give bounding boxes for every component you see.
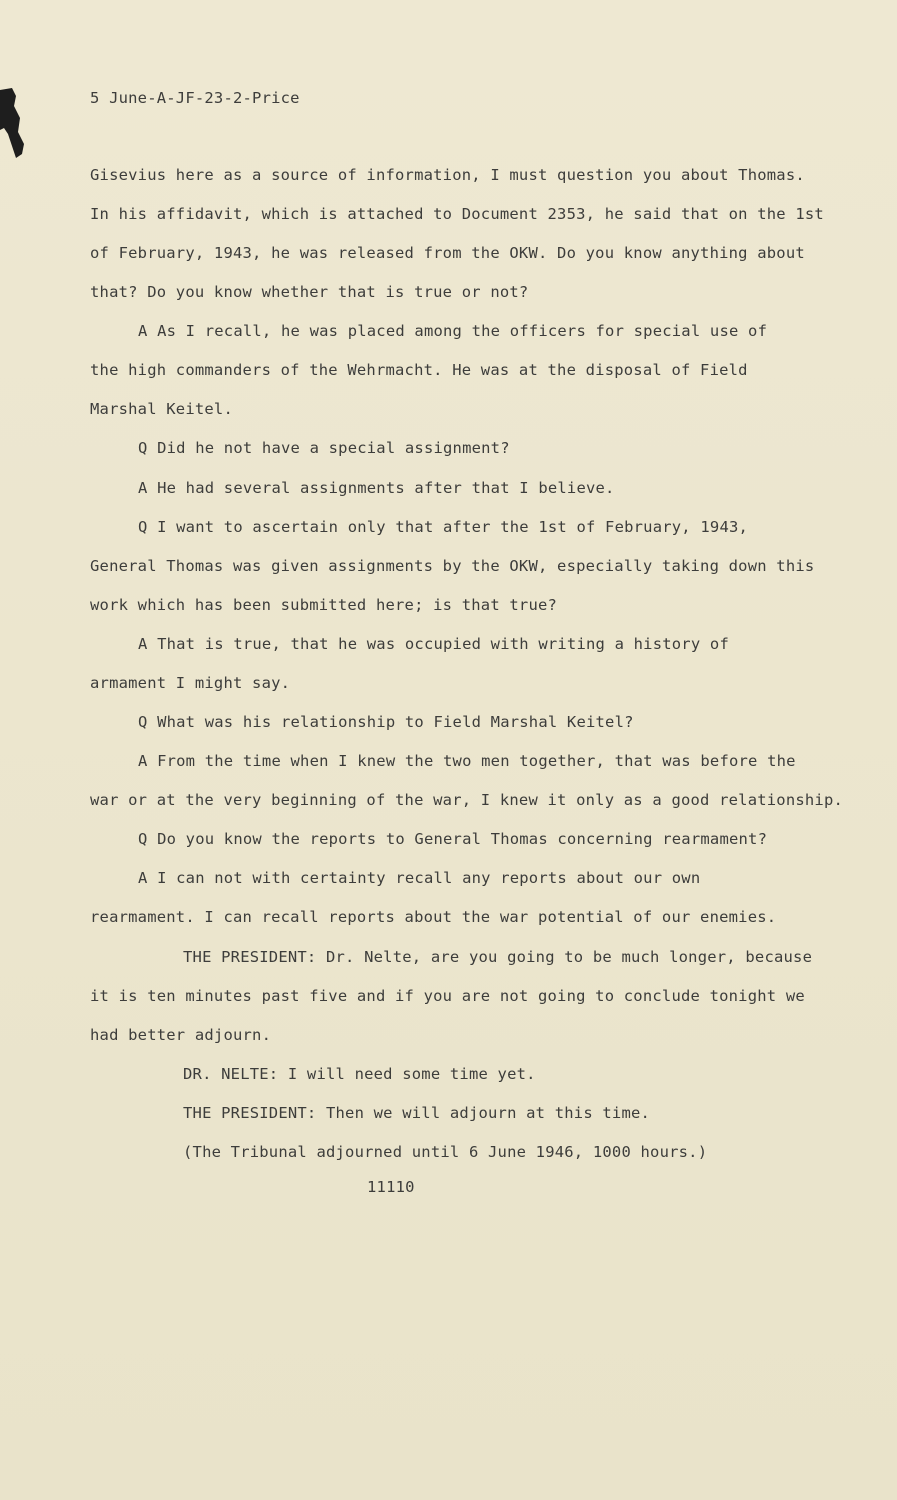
text-line: rearmament. I can recall reports about the war potential of our enemies.: [90, 908, 777, 926]
answer-line: A I can not with certainty recall any reports about our own: [138, 869, 701, 887]
text-line: work which has been submitted here; is that true?: [90, 596, 558, 614]
text-line: armament I might say.: [90, 674, 291, 692]
text-line: of February, 1943, he was released from the OKW. Do you know anything about: [90, 244, 805, 262]
text-line: General Thomas was given assignments by the OKW, especially taking down this: [90, 557, 815, 575]
text-line: war or at the very beginning of the war, I knew it only as a good relationship.: [90, 791, 844, 809]
answer-line: A As I recall, he was placed among the officers for special use of: [138, 322, 768, 340]
question-line: Q Do you know the reports to General Thomas concerning rearmament?: [138, 830, 768, 848]
text-line: it is ten minutes past five and if you are not going to conclude tonight we: [90, 987, 805, 1005]
text-line: Gisevius here as a source of information, I must question you about Thomas.: [90, 166, 805, 184]
question-line: Q I want to ascertain only that after the 1st of February, 1943,: [138, 518, 749, 536]
text-line: Marshal Keitel.: [90, 400, 233, 418]
adjournment-note: (The Tribunal adjourned until 6 June 1946, 1000 hours.): [183, 1143, 708, 1161]
answer-line: A That is true, that he was occupied with writing a history of: [138, 635, 729, 653]
speaker-line: DR. NELTE: I will need some time yet.: [183, 1065, 536, 1083]
text-line: the high commanders of the Wehrmacht. He was at the disposal of Field: [90, 361, 748, 379]
speaker-line: THE PRESIDENT: Then we will adjourn at this time.: [183, 1104, 651, 1122]
page-number: 11110: [367, 1178, 415, 1196]
question-line: Q Did he not have a special assignment?: [138, 439, 510, 457]
text-line: In his affidavit, which is attached to Document 2353, he said that on the 1st: [90, 205, 824, 223]
ink-blot-mark: [0, 88, 26, 160]
question-line: Q What was his relationship to Field Marshal Keitel?: [138, 713, 634, 731]
text-line: that? Do you know whether that is true or not?: [90, 283, 529, 301]
answer-line: A He had several assignments after that I believe.: [138, 479, 615, 497]
answer-line: A From the time when I knew the two men together, that was before the: [138, 752, 796, 770]
text-line: had better adjourn.: [90, 1026, 272, 1044]
page-header: 5 June-A-JF-23-2-Price: [90, 89, 300, 107]
speaker-line: THE PRESIDENT: Dr. Nelte, are you going to be much longer, because: [183, 948, 813, 966]
